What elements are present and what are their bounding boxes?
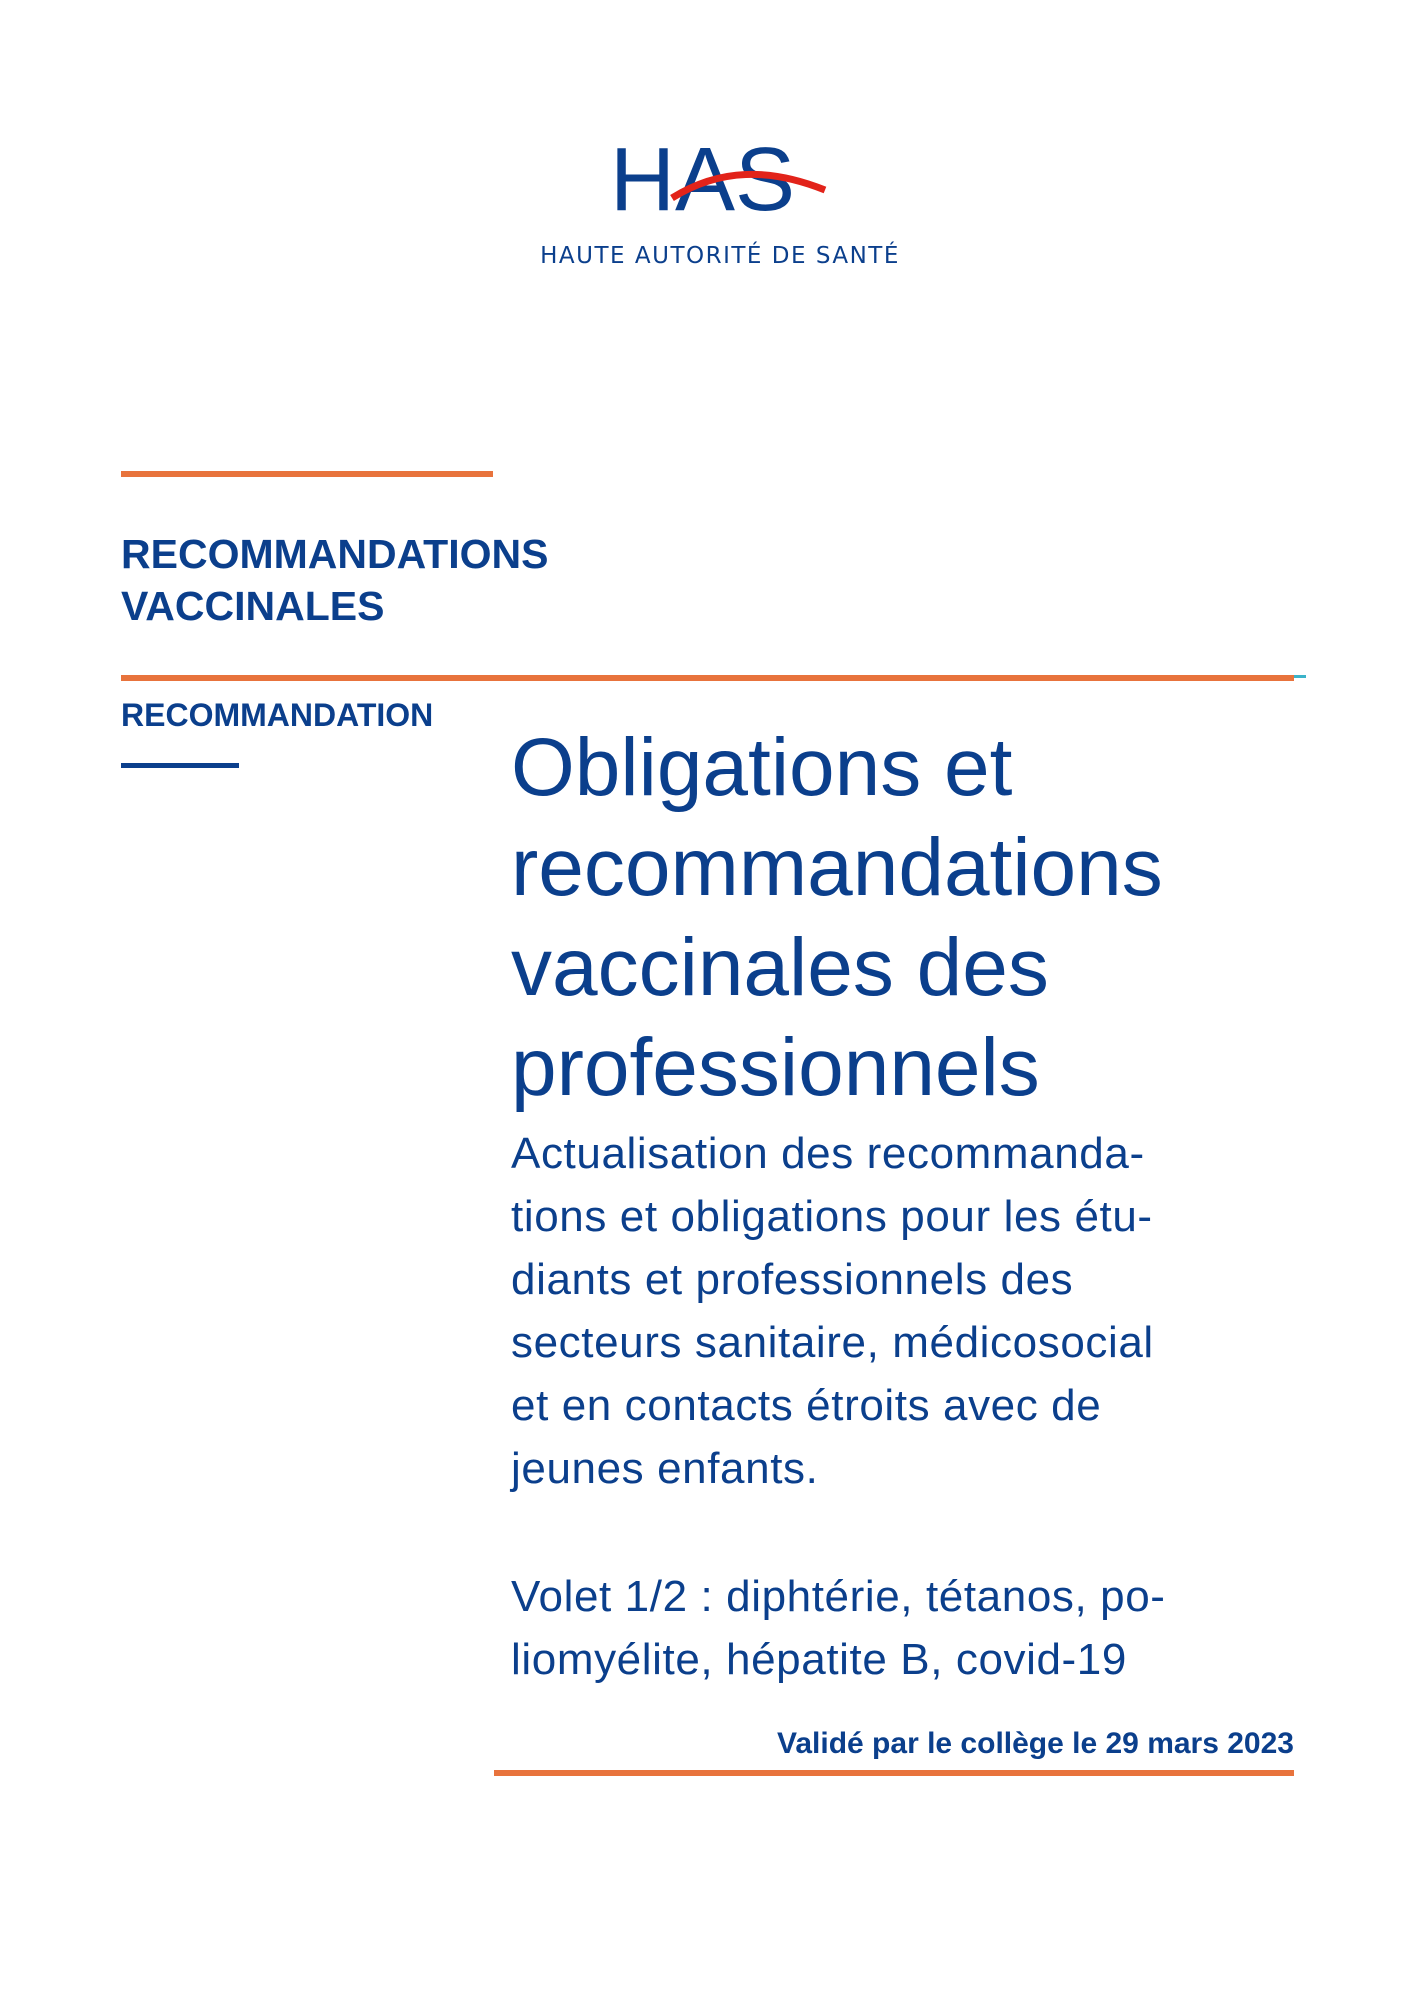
subtitle-line: diants et professionnels des <box>511 1255 1074 1304</box>
has-logo <box>520 128 920 278</box>
subtitle-line: Actualisation des recommanda- <box>511 1129 1145 1178</box>
section-label-line: RECOMMANDATIONS <box>121 531 549 577</box>
document-title <box>511 718 1311 1118</box>
bottom-divider <box>494 1770 1294 1776</box>
has-logo-mark <box>610 128 850 223</box>
volet-description <box>511 1565 1301 1691</box>
subtitle-line: tions et obligations pour les étu- <box>511 1192 1153 1241</box>
subtitle-line: secteurs sanitaire, médicosocial <box>511 1318 1154 1367</box>
subtitle-line: et en contacts étroits avec de <box>511 1381 1102 1430</box>
document-type-underline <box>121 763 239 768</box>
section-label <box>121 528 721 632</box>
title-line: professionnels <box>511 1022 1040 1113</box>
volet-line: Volet 1/2 : diphtérie, tétanos, po- <box>511 1572 1166 1621</box>
title-line: vaccinales des <box>511 922 1049 1013</box>
document-subtitle <box>511 1122 1301 1500</box>
volet-line: liomyélite, hépatite B, covid-19 <box>511 1635 1127 1684</box>
logo-subtitle: HAUTE AUTORITÉ DE SANTÉ <box>540 243 900 269</box>
title-line: Obligations et <box>511 722 1013 813</box>
subtitle-line: jeunes enfants. <box>511 1444 819 1493</box>
logo-text: HAS <box>610 130 796 223</box>
section-label-line: VACCINALES <box>121 583 385 629</box>
title-line: recommandations <box>511 822 1163 913</box>
middle-divider <box>121 675 1294 681</box>
validation-date: Validé par le collège le 29 mars 2023 <box>777 1727 1294 1760</box>
top-divider <box>121 471 493 477</box>
document-type: RECOMMANDATION <box>121 697 434 733</box>
divider-accent-tick <box>1294 675 1306 678</box>
